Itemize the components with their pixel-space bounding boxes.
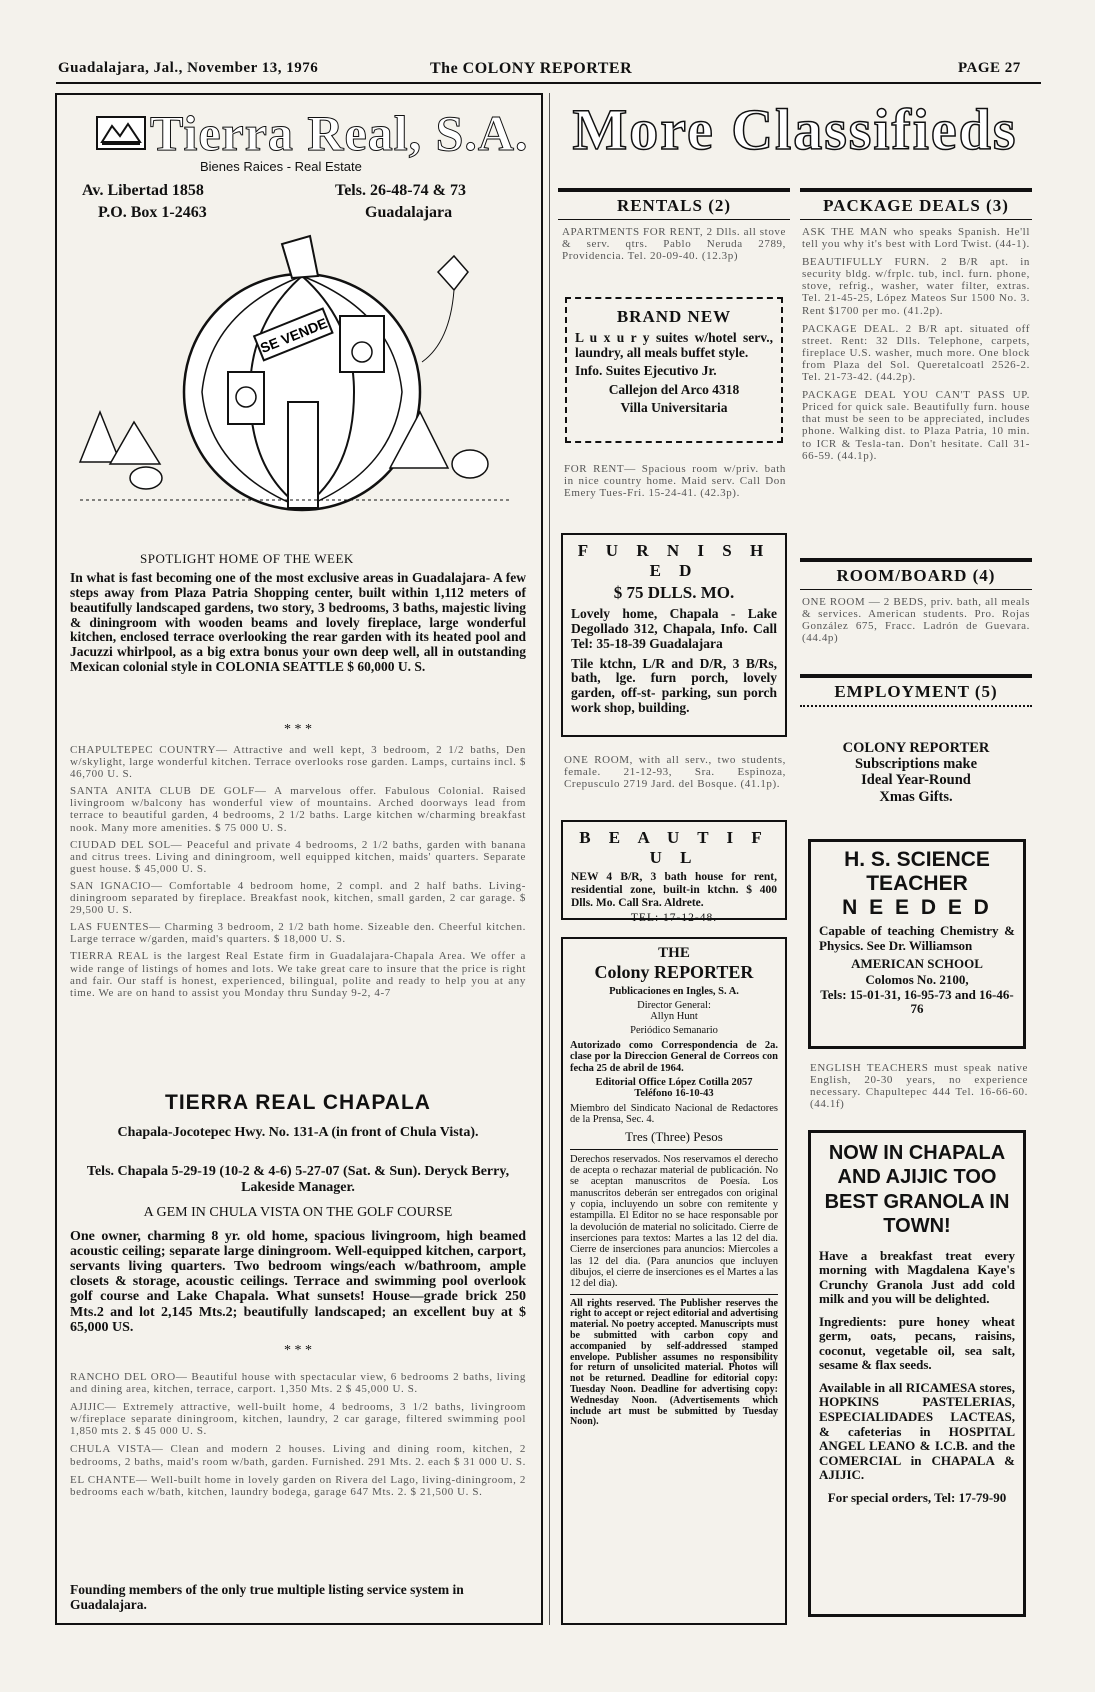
rental-apartments: APARTMENTS FOR RENT, 2 Dlls. all stove & serv. qtrs. Pablo Neruda 2789, Providencia. Tel. 20-09-40. (12.3p)	[562, 226, 786, 263]
chapala-title: TIERRA REAL CHAPALA	[165, 1091, 431, 1114]
listings-block	[70, 744, 526, 999]
chapala-phones: Tels. Chapala 5-29-19 (10-2 & 4-6) 5-27-07 (Sat. & Sun). Deryck Berry, Lakeside Manager.	[86, 1164, 510, 1195]
gem-body: One owner, charming 8 yr. old home, spacious livingroom, high beamed acoustic ceiling; separate large diningroom. Well-equipped kitchen, carport, servants living quarters. Two bedroom wings/each w/bathroom, ample closets & storage, acoustic ceilings. Terrace and swimming pool overlook golf course and Lake Chapala. What sunsets! House—grade brick 250 Mts.2 and lot 2,145 Mts.2; beautifully landscaped; an excellent buy at $ 65,000 US.	[70, 1229, 526, 1335]
room-board-1: ONE ROOM — 2 BEDS, priv. bath, all meals & services. American students. Pro. Rojas González 675, Fracc. Ladrón de Guevara. (44.4p)	[802, 596, 1030, 645]
beautiful-title: B E A U T I F U L	[579, 828, 769, 867]
employment-heading: EMPLOYMENT (5)	[800, 674, 1032, 702]
granola-body: Have a breakfast treat every morning with Magdalena Kaye's Crunchy Granola Just add cold milk and you will be delighted.	[819, 1247, 1015, 1307]
company-city: Guadalajara	[365, 204, 453, 221]
masthead-periodical: Periódico Semanario	[630, 1025, 718, 1036]
subscription-ad	[800, 740, 1032, 805]
listing-rancho-del-oro: RANCHO DEL ORO— Beautiful house with spectacular view, 6 bedrooms 2 baths, living and dining area, kitchen, terrace, carport. 1,350 Mts. 2 $ 45,000 U. S.	[70, 1371, 526, 1396]
package-deal-1: ASK THE MAN who speaks Spanish. He'll tell you why it's best with Lord Twist. (44-1).	[802, 226, 1030, 251]
brand-new-body: L u x u r y suites w/hotel serv., laundry, all meals buffet style.	[575, 330, 773, 361]
masthead-phone: Teléfono 16-10-43	[634, 1087, 714, 1099]
section-title: More Classifieds	[572, 97, 1018, 162]
teacher-school: AMERICAN SCHOOL	[851, 956, 983, 972]
subscription-line-3: Ideal Year-Round	[861, 772, 971, 789]
subscription-line-1: COLONY REPORTER	[842, 740, 990, 756]
page-number: PAGE 27	[958, 60, 1021, 76]
brand-new-title: BRAND NEW	[616, 307, 732, 326]
teacher-title-3: N E E D E D	[842, 896, 992, 920]
masthead-director-name: Allyn Hunt	[650, 1011, 698, 1022]
company-address: Av. Libertad 1858	[82, 182, 204, 199]
teacher-body: Capable of teaching Chemistry & Physics. See Dr. Williamson	[819, 923, 1015, 953]
beautiful-tel: TEL: 17-12-48.	[630, 911, 718, 924]
masthead-name: Colony REPORTER	[594, 962, 754, 982]
se-vende-sign: SE VENDE	[257, 314, 330, 357]
stars-divider-2: * * *	[284, 1343, 312, 1358]
brand-new-city: Villa Universitaria	[620, 400, 728, 416]
brand-new-info: Info. Suites Ejecutivo Jr.	[575, 363, 717, 379]
masthead-member: Miembro del Sindicato Nacional de Redactores de la Prensa, Sec. 4.	[570, 1102, 778, 1126]
listing-chula-vista: CHULA VISTA— Clean and modern 2 houses. Living and dining room, kitchen, 2 bedrooms, 2 baths, maid's room w/bath, garden. Furnished. 291 Mts. 2. each $ 31 000 U. S.	[70, 1443, 526, 1468]
column-rule	[549, 93, 550, 1625]
brand-new-ad	[565, 297, 783, 443]
pumpkin-house-illustration	[70, 232, 530, 532]
rentals-heading: RENTALS (2)	[558, 188, 790, 216]
teacher-title-2: TEACHER	[866, 872, 968, 896]
english-teachers-ad: ENGLISH TEACHERS must speak native English, 20-30 years, no experience necessary. Chapultepec 444 Tel. 16-66-60. (44.1f)	[810, 1062, 1028, 1111]
masthead-publisher: Publicaciones en Ingles, S. A.	[609, 986, 739, 997]
employment-section	[800, 674, 1032, 707]
masthead-the: THE	[658, 945, 690, 961]
rental-one-room: ONE ROOM, with all serv., two students, female. 21-12-93, Sra. Espinoza, Crepusculo 2719 Jard. del Bosque. (41.1p).	[564, 754, 786, 791]
granola-ad	[808, 1130, 1026, 1617]
teacher-title-1: H. S. SCIENCE	[844, 848, 990, 871]
masthead-rights-en: All rights reserved. The Publisher reserves the right to accept or reject editorial and advertising material. No poetry accepted. Manuscripts must be submitted with carbon copy and accompanied by self-addressed stamped envelope. Publisher assumes no responsibility for return of unsolicited material. Photos will not be returned. Deadline for editorial copy: Tuesday Noon. Deadline for advertising copy: Wednesday Noon. (Advertisements which include art must be submitted by Tuesday Noon).	[570, 1297, 778, 1428]
furnished-ad	[561, 533, 787, 737]
furnished-price: $ 75 DLLS. MO.	[613, 583, 735, 602]
granola-headline: NOW IN CHAPALA AND AJIJIC TOO BEST GRANOLA IN TOWN!	[824, 1142, 1010, 1238]
company-name: Tierra Real, S.A.	[150, 105, 529, 161]
listing-ajijic: AJIJIC— Extremely attractive, well-built home, 4 bedrooms, 3 1/2 baths, livingroom w/fireplace separate diningroom, kitchen, laundry, 2 car garage, filtered swimming pool 1,850 mts 2. $ 45 000 U. S.	[70, 1401, 526, 1438]
listing-san-ignacio: SAN IGNACIO— Comfortable 4 bedroom home, 2 compl. and 2 half baths. Living-diningroom separated by fireplace. Breakfast nook, kitchen, small garden, 2 car garage. $ 29,500 U. S.	[70, 879, 526, 917]
founding-note: Founding members of the only true multiple listing service system in Guadalajara.	[70, 1582, 464, 1613]
package-deal-3: PACKAGE DEAL. 2 B/R apt. situated off street. Rent: 32 Dlls. Telephone, carpets, fireplace U.S. washer, much more. One block from Plaza del Sol. Queretalcoatl 2526-2. Tel. 21-73-42. (44.2p).	[802, 322, 1030, 384]
teacher-address: Colomos No. 2100,	[865, 972, 969, 988]
rental-room-emery: FOR RENT— Spacious room w/priv. bath in nice country home. Maid serv. Call Don Emery Tues-Fri. 15-24-41. (42.3p).	[564, 463, 786, 500]
granola-ingredients: Ingredients: pure honey wheat germ, oats, pecans, raisins, coconut, vegetable oil, sea salt, sesame & flax seeds.	[819, 1313, 1015, 1373]
company-phone: Tels. 26-48-74 & 73	[335, 182, 466, 199]
tierra-real-logo-icon	[96, 116, 146, 150]
spotlight-body: In what is fast becoming one of the most exclusive areas in Guadalajara- A few steps away from Plaza Patria Shopping center, built within 1,112 meters of beautifully landscaped gardens, two story, 3 bedrooms, 3 baths, majestic living & diningroom with wooden beams and lovely fireplace, large wonderful kitchen, enclosed terrace overlooking the rear garden with its heated pool and Jacuzzi whirlpool, as a big extra bonus your own deep well, all in outstanding Mexican colonial style in COLONIA SEATTLE $ 60,000 U. S.	[70, 570, 526, 675]
listing-santa-anita: SANTA ANITA CLUB DE GOLF— A marvelous offer. Fabulous Colonial. Raised livingroom w/balcony has wonderful view of mountains. Arched doorways lead from terrace to beautiful garden, 4 bedrooms, 2 1/2 baths. Large kitchen w/charming breakfast nook. Many more amenities. $ 75 000 U. S.	[70, 785, 526, 834]
header-rule	[56, 82, 1041, 84]
gem-title: A GEM IN CHULA VISTA ON THE GOLF COURSE	[143, 1205, 453, 1220]
listing-ciudad-del-sol: CIUDAD DEL SOL— Peaceful and private 4 bedrooms, 2 1/2 baths, garden with banana and citrus trees. Living and diningroom, well equipped kitchen, maids' quarters. Separate guest house. $ 45,000 U. S.	[70, 838, 526, 875]
company-tagline: Bienes Raices - Real Estate	[200, 159, 362, 174]
science-teacher-ad	[808, 839, 1026, 1049]
listing-el-chante: EL CHANTE— Well-built home in lovely garden on Rivera del Lago, living-diningroom, 2 bedrooms each w/bath, kitchen, laundry bodega, garage 647 Mts. 2. $ 21,500 U. S.	[70, 1473, 526, 1498]
spotlight-title: SPOTLIGHT HOME OF THE WEEK	[140, 551, 354, 566]
teacher-phones: Tels: 15-01-31, 16-95-73 and 16-46-76	[820, 987, 1014, 1017]
granola-availability: Available in all RICAMESA stores, HOPKINS PASTELERIAS, ESPECIALIDADES LACTEAS, & cafeterias in HOSPITAL ANGEL LEANO & I.C.B. and the COMERCIAL in CHAPALA & AJIJIC.	[819, 1379, 1015, 1483]
listing-chapultepec: CHAPULTEPEC COUNTRY— Attractive and well kept, 3 bedroom, 2 1/2 baths, Den w/skylight, large wonderful kitchen. Terrace overlooks rose garden. Lamps, curtains incl. $ 46,700 U. S.	[70, 744, 526, 781]
stars-divider: * * *	[284, 722, 312, 737]
rentals-column	[558, 188, 790, 268]
company-pobox: P.O. Box 1-2463	[98, 204, 207, 221]
beautiful-body: NEW 4 B/R, 3 bath house for rent, residential zone, built-in ktchn. $ 400 Dlls. Mo. Call Sra. Aldrete.	[571, 871, 777, 909]
package-deals-column	[800, 188, 1032, 468]
paper-name: The COLONY REPORTER	[430, 60, 633, 77]
brand-new-address: Callejon del Arco 4318	[608, 382, 740, 398]
listing-las-fuentes: LAS FUENTES— Charming 3 bedroom, 2 1/2 bath home. Sizeable den. Cheerful kitchen. Large terrace w/garden, maid's quarters. $ 18,000 U. S.	[70, 921, 526, 946]
subscription-line-2: Subscriptions make	[854, 756, 978, 773]
masthead-director-label: Director General:	[637, 1000, 711, 1011]
subscription-line-4: Xmas Gifts.	[879, 788, 953, 805]
beautiful-ad	[561, 820, 787, 924]
package-deal-2: BEAUTIFULLY FURN. 2 B/R apt. in security bldg. w/frplc. tub, incl. furn. phone, stove, refrig., washer, water filter, extras. Tel. 21-45-25, López Mateos Sur 1500 No. 3. Rent $1700 per mo. (41.2p).	[802, 256, 1030, 317]
chapala-address: Chapala-Jocotepec Hwy. No. 131-A (in front of Chula Vista).	[117, 1125, 479, 1140]
masthead-office: Editorial Office López Cotilla 2057	[595, 1076, 753, 1088]
package-deals-heading: PACKAGE DEALS (3)	[800, 188, 1032, 216]
granola-orders: For special orders, Tel: 17-79-90	[827, 1489, 1007, 1505]
masthead-authorization: Autorizado como Correspondencia de 2a. clase por la Direccion General de Correos con fecha 25 de abril de 1964.	[570, 1040, 778, 1074]
furnished-body: Lovely home, Chapala - Lake Degollado 312, Chapala, Info. Call Tel: 35-18-39 Guadalajara	[571, 606, 777, 651]
room-board-heading: ROOM/BOARD (4)	[800, 558, 1032, 586]
room-board-section	[800, 558, 1032, 650]
masthead-box	[561, 937, 787, 1625]
listings-block-2	[70, 1371, 526, 1498]
dateline: Guadalajara, Jal., November 13, 1976	[58, 60, 319, 76]
masthead-rights-es: Derechos reservados. Nos reservamos el derecho de acepta o rechazar material de publicación. No se aceptan manuscritos de Poesía. Los manuscritos deberán ser entregados con original y copia, incluyendo un sobre con remitente y estampilla. El Editor no se hace responsable por la devolución de material no solicitado. Cierre de inserciones para textos: Martes a las 12 del dia. Cierre de inserciones para anuncios: Miercoles a las 12 del dia. (Para anuncios que incluyen dibujos, el cierre de inserciones es el Martes a las 12 del dia).	[570, 1153, 778, 1290]
furnished-details: Tile ktchn, L/R and D/R, 3 B/Rs, bath, lge. furn porch, lovely garden, off-st- parking, sun porch work shop, building.	[571, 655, 777, 716]
furnished-title: F U R N I S H E D	[577, 541, 771, 580]
package-deal-4: PACKAGE DEAL YOU CAN'T PASS UP. Priced for quick sale. Beautifully furn. house that must be seen to be appreciated, includes phone. Walking dist. to Plaza Patria, 10 min. to ICR & Tesla-tan. Don't hesitate. Call 31-66-59. (44.1p).	[802, 389, 1030, 462]
tierra-real-description: TIERRA REAL is the largest Real Estate firm in Guadalajara-Chapala Area. We offer a wide range of listings of homes and lots. We take great care to insure that the price is right and fair. Our staff is honest, experienced, bilingual, polite and ready to help you at any time. We are on hand to assist you Monday thru Sunday 9-2, 4-7	[70, 950, 526, 999]
masthead-price: Tres (Three) Pesos	[625, 1128, 723, 1144]
